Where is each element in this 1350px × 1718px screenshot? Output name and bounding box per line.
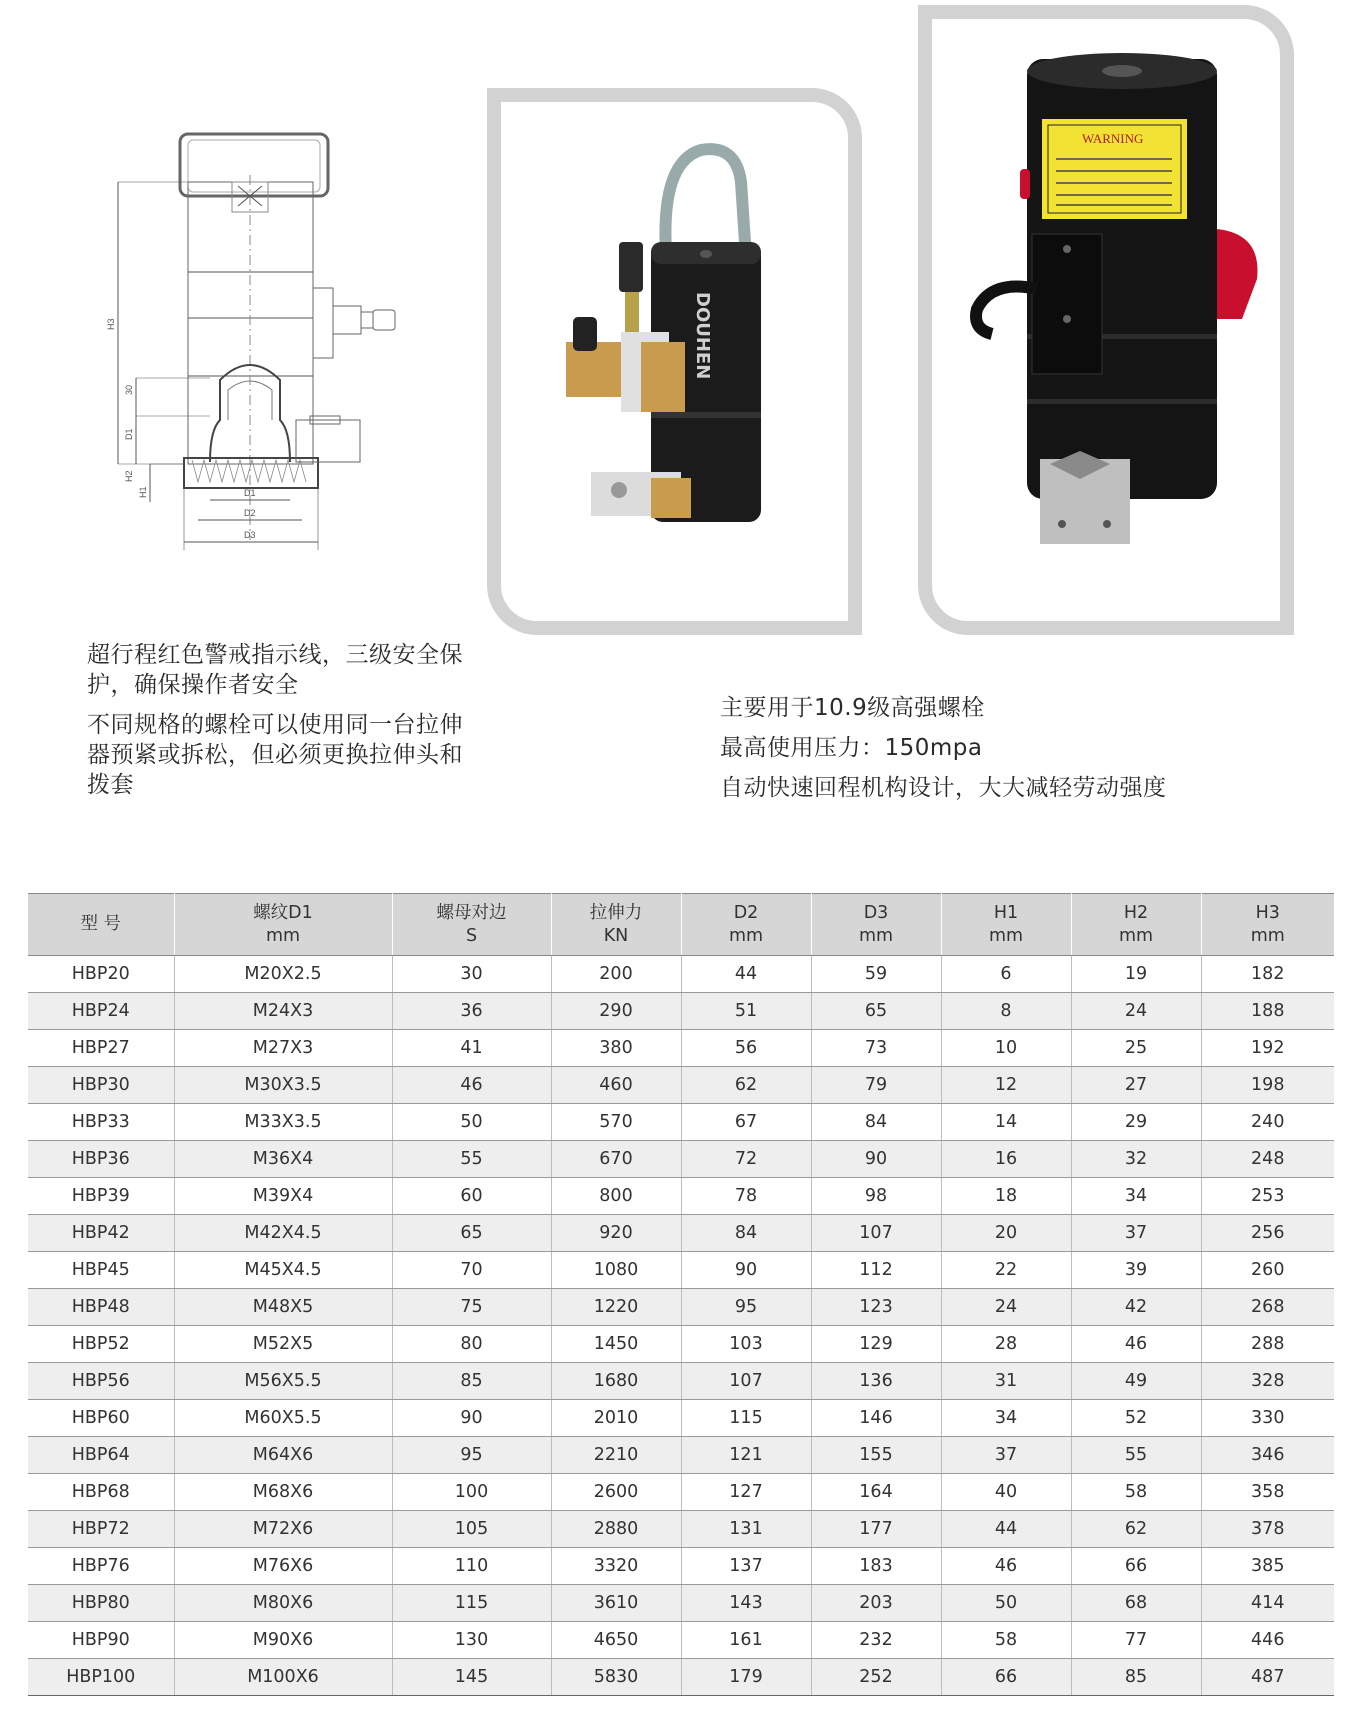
column-header-label: H3 — [1255, 902, 1280, 923]
table-row — [28, 1548, 1334, 1585]
table-cell: 248 — [1201, 1141, 1334, 1178]
column-header — [941, 894, 1071, 956]
table-cell: 115 — [681, 1400, 811, 1437]
table-body — [28, 956, 1334, 1696]
table-cell: HBP100 — [28, 1659, 174, 1696]
table-cell: 5830 — [551, 1659, 681, 1696]
table-cell: 85 — [392, 1363, 551, 1400]
column-header — [551, 894, 681, 956]
column-header-label: 拉伸力 — [589, 902, 643, 923]
table-cell: 107 — [811, 1215, 941, 1252]
table-cell: M30X3.5 — [174, 1067, 392, 1104]
product-photo-frame-2 — [918, 5, 1294, 635]
table-cell: 121 — [681, 1437, 811, 1474]
table-cell: 32 — [1071, 1141, 1201, 1178]
table-cell: 161 — [681, 1622, 811, 1659]
table-cell: 24 — [941, 1289, 1071, 1326]
table-cell: 800 — [551, 1178, 681, 1215]
table-cell: 34 — [941, 1400, 1071, 1437]
column-header-unit: KN — [603, 925, 629, 946]
dim-label-h1: H1 — [138, 486, 148, 498]
table-cell: 188 — [1201, 993, 1334, 1030]
table-row — [28, 1326, 1334, 1363]
table-cell: 85 — [1071, 1659, 1201, 1696]
table-cell: HBP45 — [28, 1252, 174, 1289]
table-cell: M45X4.5 — [174, 1252, 392, 1289]
table-cell: HBP80 — [28, 1585, 174, 1622]
table-cell: 670 — [551, 1141, 681, 1178]
table-cell: 49 — [1071, 1363, 1201, 1400]
table-row — [28, 1659, 1334, 1696]
dim-label-h2: H2 — [124, 470, 134, 482]
table-cell: 80 — [392, 1326, 551, 1363]
table-cell: 2010 — [551, 1400, 681, 1437]
column-header-label: 螺纹D1 — [253, 902, 313, 923]
table-cell: 42 — [1071, 1289, 1201, 1326]
table-cell: HBP64 — [28, 1437, 174, 1474]
table-cell: M33X3.5 — [174, 1104, 392, 1141]
column-header-label: 型 号 — [80, 914, 122, 934]
feature-item: 不同规格的螺栓可以使用同一台拉伸器预紧或拆松，但必须更换拉伸头和拨套 — [87, 712, 463, 798]
table-cell: HBP76 — [28, 1548, 174, 1585]
table-cell: 380 — [551, 1030, 681, 1067]
dim-label-d2: D2 — [244, 508, 256, 518]
table-cell: 328 — [1201, 1363, 1334, 1400]
table-cell: 260 — [1201, 1252, 1334, 1289]
table-cell: M42X4.5 — [174, 1215, 392, 1252]
table-cell: 22 — [941, 1252, 1071, 1289]
table-cell: 3610 — [551, 1585, 681, 1622]
table-cell: 290 — [551, 993, 681, 1030]
table-cell: 50 — [392, 1104, 551, 1141]
table-cell: 34 — [1071, 1178, 1201, 1215]
table-cell: 50 — [941, 1585, 1071, 1622]
table-header-row — [28, 894, 1334, 956]
table-cell: 70 — [392, 1252, 551, 1289]
dim-label-d1-vertical: D1 — [124, 428, 134, 440]
column-header-unit: mm — [265, 925, 301, 946]
table-cell: 253 — [1201, 1178, 1334, 1215]
table-cell: M36X4 — [174, 1141, 392, 1178]
column-header — [811, 894, 941, 956]
dim-label-d1: D1 — [244, 488, 256, 498]
table-cell: 110 — [392, 1548, 551, 1585]
table-row — [28, 1215, 1334, 1252]
table-cell: 58 — [1071, 1474, 1201, 1511]
table-cell: 2880 — [551, 1511, 681, 1548]
table-cell: M52X5 — [174, 1326, 392, 1363]
table-cell: 115 — [392, 1585, 551, 1622]
table-cell: 203 — [811, 1585, 941, 1622]
table-row — [28, 1067, 1334, 1104]
table-cell: 51 — [681, 993, 811, 1030]
table-cell: 378 — [1201, 1511, 1334, 1548]
table-cell: 14 — [941, 1104, 1071, 1141]
table-cell: 68 — [1071, 1585, 1201, 1622]
table-cell: M39X4 — [174, 1178, 392, 1215]
table-row — [28, 1585, 1334, 1622]
table-cell: 105 — [392, 1511, 551, 1548]
table-cell: 137 — [681, 1548, 811, 1585]
table-cell: 44 — [681, 956, 811, 993]
table-cell: 79 — [811, 1067, 941, 1104]
table-cell: 130 — [392, 1622, 551, 1659]
table-cell: 55 — [392, 1141, 551, 1178]
column-header-label: H1 — [993, 902, 1019, 923]
table-cell: 240 — [1201, 1104, 1334, 1141]
table-cell: 256 — [1201, 1215, 1334, 1252]
table-cell: HBP48 — [28, 1289, 174, 1326]
table-cell: 145 — [392, 1659, 551, 1696]
table-cell: 460 — [551, 1067, 681, 1104]
column-header-label: D3 — [863, 902, 889, 923]
table-cell: 414 — [1201, 1585, 1334, 1622]
column-header-unit: mm — [988, 925, 1024, 946]
column-header-label: D2 — [733, 902, 759, 923]
table-cell: 27 — [1071, 1067, 1201, 1104]
column-header-label: H2 — [1123, 902, 1149, 923]
table-cell: 59 — [811, 956, 941, 993]
column-header-unit: mm — [728, 925, 764, 946]
table-cell: M80X6 — [174, 1585, 392, 1622]
column-header-unit: S — [465, 925, 478, 946]
column-header — [1201, 894, 1334, 956]
table-row — [28, 1363, 1334, 1400]
column-header — [681, 894, 811, 956]
table-cell: 1450 — [551, 1326, 681, 1363]
table-cell: 112 — [811, 1252, 941, 1289]
table-cell: 55 — [1071, 1437, 1201, 1474]
feature-item: 主要用于10.9级高强螺栓 — [720, 695, 985, 721]
table-cell: HBP27 — [28, 1030, 174, 1067]
table-cell: 1220 — [551, 1289, 681, 1326]
tensioner-drawing — [100, 120, 420, 610]
table-cell: M72X6 — [174, 1511, 392, 1548]
table-cell: 8 — [941, 993, 1071, 1030]
table-cell: 77 — [1071, 1622, 1201, 1659]
table-cell: 100 — [392, 1474, 551, 1511]
table-cell: 90 — [811, 1141, 941, 1178]
warning-label: WARNING — [1082, 131, 1144, 146]
table-cell: 24 — [1071, 993, 1201, 1030]
table-cell: 95 — [392, 1437, 551, 1474]
table-cell: 198 — [1201, 1067, 1334, 1104]
table-cell: 36 — [392, 993, 551, 1030]
table-cell: 358 — [1201, 1474, 1334, 1511]
table-cell: 2210 — [551, 1437, 681, 1474]
table-cell: 136 — [811, 1363, 941, 1400]
table-cell: M56X5.5 — [174, 1363, 392, 1400]
dim-label-h3: H3 — [106, 318, 116, 330]
table-cell: 182 — [1201, 956, 1334, 993]
table-cell: 67 — [681, 1104, 811, 1141]
column-header — [1071, 894, 1201, 956]
table-cell: HBP68 — [28, 1474, 174, 1511]
column-header-unit: mm — [1250, 925, 1285, 946]
table-cell: 127 — [681, 1474, 811, 1511]
table-row — [28, 1400, 1334, 1437]
table-cell: 131 — [681, 1511, 811, 1548]
table-cell: 920 — [551, 1215, 681, 1252]
table-cell: M100X6 — [174, 1659, 392, 1696]
table-cell: 75 — [392, 1289, 551, 1326]
table-cell: 62 — [681, 1067, 811, 1104]
table-cell: HBP72 — [28, 1511, 174, 1548]
table-cell: M76X6 — [174, 1548, 392, 1585]
table-cell: 66 — [941, 1659, 1071, 1696]
table-cell: 46 — [941, 1548, 1071, 1585]
table-cell: 146 — [811, 1400, 941, 1437]
table-cell: 12 — [941, 1067, 1071, 1104]
table-cell: 60 — [392, 1178, 551, 1215]
table-row — [28, 1511, 1334, 1548]
table-cell: 16 — [941, 1141, 1071, 1178]
table-cell: HBP30 — [28, 1067, 174, 1104]
table-cell: 78 — [681, 1178, 811, 1215]
table-cell: 65 — [392, 1215, 551, 1252]
table-cell: 1080 — [551, 1252, 681, 1289]
table-cell: 84 — [811, 1104, 941, 1141]
table-cell: 29 — [1071, 1104, 1201, 1141]
table-cell: M20X2.5 — [174, 956, 392, 993]
table-cell: 18 — [941, 1178, 1071, 1215]
table-cell: HBP56 — [28, 1363, 174, 1400]
table-cell: HBP42 — [28, 1215, 174, 1252]
table-cell: 164 — [811, 1474, 941, 1511]
table-cell: 65 — [811, 993, 941, 1030]
table-cell: 103 — [681, 1326, 811, 1363]
table-cell: 46 — [1071, 1326, 1201, 1363]
table-cell: 570 — [551, 1104, 681, 1141]
table-cell: 30 — [392, 956, 551, 993]
table-cell: 37 — [941, 1437, 1071, 1474]
table-row — [28, 1178, 1334, 1215]
table-cell: 2600 — [551, 1474, 681, 1511]
table-cell: 90 — [681, 1252, 811, 1289]
table-cell: 183 — [811, 1548, 941, 1585]
table-cell: HBP24 — [28, 993, 174, 1030]
table-cell: 330 — [1201, 1400, 1334, 1437]
table-row — [28, 1141, 1334, 1178]
features-left — [87, 640, 477, 810]
table-cell: 200 — [551, 956, 681, 993]
table-cell: 52 — [1071, 1400, 1201, 1437]
table-cell: 31 — [941, 1363, 1071, 1400]
table-cell: 487 — [1201, 1659, 1334, 1696]
table-cell: 3320 — [551, 1548, 681, 1585]
feature-item: 超行程红色警戒指示线，三级安全保护，确保操作者安全 — [87, 642, 463, 698]
table-cell: HBP90 — [28, 1622, 174, 1659]
table-cell: 252 — [811, 1659, 941, 1696]
table-cell: 4650 — [551, 1622, 681, 1659]
table-row — [28, 956, 1334, 993]
table-cell: 19 — [1071, 956, 1201, 993]
table-cell: 66 — [1071, 1548, 1201, 1585]
tensioner-photo-2 — [932, 19, 1280, 621]
table-cell: 72 — [681, 1141, 811, 1178]
features-right — [720, 688, 1240, 808]
brand-label: DOUHEN — [692, 292, 713, 380]
table-cell: 192 — [1201, 1030, 1334, 1067]
table-cell: 39 — [1071, 1252, 1201, 1289]
table-cell: 84 — [681, 1215, 811, 1252]
product-photo-frame-1 — [487, 88, 862, 635]
table-cell: 177 — [811, 1511, 941, 1548]
column-header-unit: mm — [1118, 925, 1154, 946]
table-cell: 232 — [811, 1622, 941, 1659]
dim-label-30: 30 — [124, 384, 134, 395]
feature-item: 自动快速回程机构设计，大大减轻劳动强度 — [720, 775, 1167, 801]
table-cell: M24X3 — [174, 993, 392, 1030]
table-cell: 268 — [1201, 1289, 1334, 1326]
dim-label-d3: D3 — [244, 530, 256, 540]
table-row — [28, 1289, 1334, 1326]
table-row — [28, 1474, 1334, 1511]
table-cell: HBP33 — [28, 1104, 174, 1141]
table-cell: 346 — [1201, 1437, 1334, 1474]
table-cell: 44 — [941, 1511, 1071, 1548]
table-row — [28, 1104, 1334, 1141]
table-cell: HBP52 — [28, 1326, 174, 1363]
table-cell: 143 — [681, 1585, 811, 1622]
table-cell: 73 — [811, 1030, 941, 1067]
table-cell: 123 — [811, 1289, 941, 1326]
table-cell: 40 — [941, 1474, 1071, 1511]
table-row — [28, 993, 1334, 1030]
spec-table — [28, 893, 1334, 1696]
table-cell: 385 — [1201, 1548, 1334, 1585]
table-cell: 98 — [811, 1178, 941, 1215]
table-cell: 129 — [811, 1326, 941, 1363]
table-cell: HBP39 — [28, 1178, 174, 1215]
table-cell: 6 — [941, 956, 1071, 993]
column-header — [392, 894, 551, 956]
table-cell: 46 — [392, 1067, 551, 1104]
table-cell: M48X5 — [174, 1289, 392, 1326]
table-cell: M68X6 — [174, 1474, 392, 1511]
table-cell: 155 — [811, 1437, 941, 1474]
table-cell: HBP20 — [28, 956, 174, 993]
table-cell: 446 — [1201, 1622, 1334, 1659]
column-header — [28, 894, 174, 956]
table-cell: 90 — [392, 1400, 551, 1437]
table-cell: 107 — [681, 1363, 811, 1400]
column-header-unit: mm — [858, 925, 894, 946]
table-cell: M27X3 — [174, 1030, 392, 1067]
table-cell: 288 — [1201, 1326, 1334, 1363]
table-cell: 1680 — [551, 1363, 681, 1400]
tensioner-photo-1 — [501, 102, 848, 621]
table-cell: 56 — [681, 1030, 811, 1067]
table-cell: 58 — [941, 1622, 1071, 1659]
table-cell: HBP36 — [28, 1141, 174, 1178]
table-cell: M64X6 — [174, 1437, 392, 1474]
table-row — [28, 1622, 1334, 1659]
table-cell: 20 — [941, 1215, 1071, 1252]
table-cell: HBP60 — [28, 1400, 174, 1437]
column-header-label: 螺母对边 — [436, 902, 507, 923]
table-cell: 62 — [1071, 1511, 1201, 1548]
table-row — [28, 1252, 1334, 1289]
table-cell: 179 — [681, 1659, 811, 1696]
feature-item: 最高使用压力：150mpa — [720, 735, 983, 761]
table-cell: 10 — [941, 1030, 1071, 1067]
column-header — [174, 894, 392, 956]
table-cell: 37 — [1071, 1215, 1201, 1252]
table-cell: 28 — [941, 1326, 1071, 1363]
table-row — [28, 1030, 1334, 1067]
table-row — [28, 1437, 1334, 1474]
table-cell: 41 — [392, 1030, 551, 1067]
table-cell: M60X5.5 — [174, 1400, 392, 1437]
table-cell: M90X6 — [174, 1622, 392, 1659]
table-cell: 95 — [681, 1289, 811, 1326]
table-cell: 25 — [1071, 1030, 1201, 1067]
